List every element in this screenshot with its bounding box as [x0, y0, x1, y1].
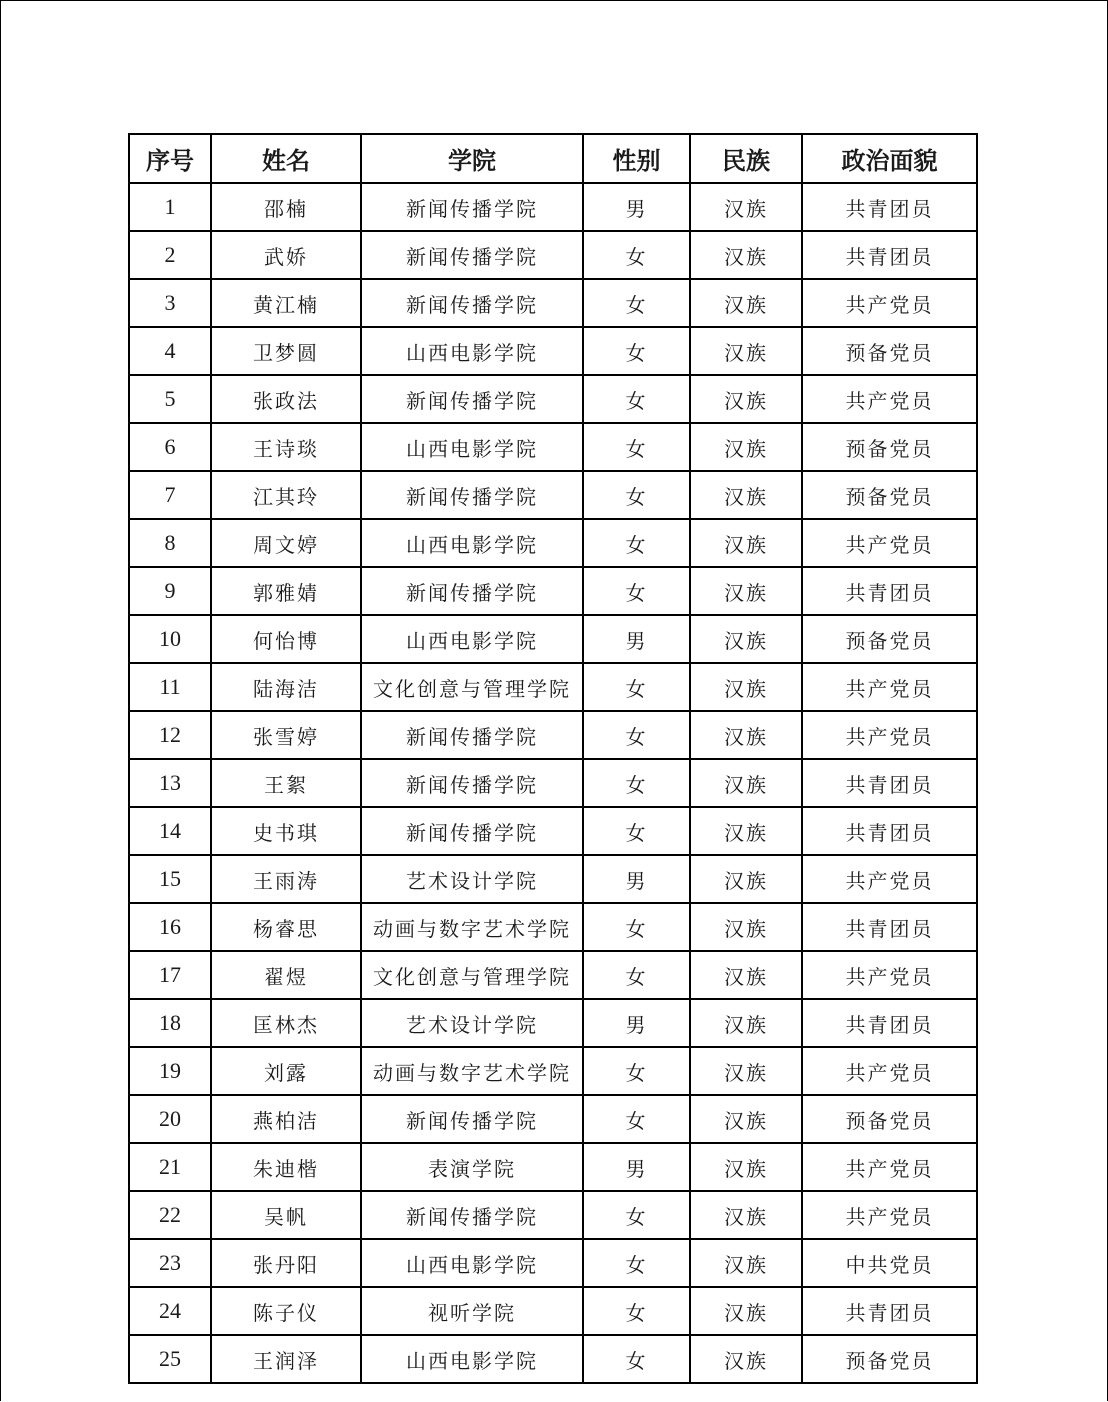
cell-gender: 女: [583, 1095, 690, 1143]
cell-college: 山西电影学院: [361, 1239, 583, 1287]
table-row: [129, 615, 977, 663]
cell-college: 新闻传播学院: [361, 807, 583, 855]
table-row: [129, 1239, 977, 1287]
cell-ethnicity: 汉族: [690, 951, 802, 999]
cell-college: 新闻传播学院: [361, 183, 583, 231]
cell-index: 11: [129, 663, 211, 711]
cell-ethnicity: 汉族: [690, 519, 802, 567]
table-row: [129, 807, 977, 855]
cell-index: 22: [129, 1191, 211, 1239]
cell-gender: 男: [583, 615, 690, 663]
cell-name: 邵楠: [211, 183, 361, 231]
cell-gender: 女: [583, 279, 690, 327]
table-row: [129, 519, 977, 567]
header-index: 序号: [129, 134, 211, 183]
cell-name: 王诗琰: [211, 423, 361, 471]
table-row: [129, 423, 977, 471]
cell-gender: 女: [583, 471, 690, 519]
table-row: [129, 903, 977, 951]
cell-ethnicity: 汉族: [690, 1335, 802, 1383]
cell-index: 4: [129, 327, 211, 375]
cell-name: 史书琪: [211, 807, 361, 855]
cell-name: 王润泽: [211, 1335, 361, 1383]
cell-gender: 女: [583, 951, 690, 999]
cell-ethnicity: 汉族: [690, 279, 802, 327]
cell-name: 刘露: [211, 1047, 361, 1095]
cell-index: 1: [129, 183, 211, 231]
cell-college: 新闻传播学院: [361, 471, 583, 519]
cell-gender: 女: [583, 231, 690, 279]
cell-ethnicity: 汉族: [690, 855, 802, 903]
cell-political-status: 共产党员: [802, 519, 977, 567]
cell-name: 王雨涛: [211, 855, 361, 903]
cell-gender: 女: [583, 903, 690, 951]
table-row: [129, 183, 977, 231]
table-row: [129, 327, 977, 375]
table-row: [129, 1143, 977, 1191]
cell-index: 8: [129, 519, 211, 567]
cell-index: 2: [129, 231, 211, 279]
cell-political-status: 预备党员: [802, 1335, 977, 1383]
cell-index: 17: [129, 951, 211, 999]
cell-name: 翟煜: [211, 951, 361, 999]
cell-index: 12: [129, 711, 211, 759]
cell-ethnicity: 汉族: [690, 327, 802, 375]
cell-political-status: 共产党员: [802, 279, 977, 327]
cell-college: 新闻传播学院: [361, 1191, 583, 1239]
cell-political-status: 共产党员: [802, 1143, 977, 1191]
cell-ethnicity: 汉族: [690, 1287, 802, 1335]
cell-college: 动画与数字艺术学院: [361, 903, 583, 951]
cell-gender: 女: [583, 423, 690, 471]
cell-index: 18: [129, 999, 211, 1047]
cell-political-status: 预备党员: [802, 1095, 977, 1143]
cell-name: 张雪婷: [211, 711, 361, 759]
cell-college: 新闻传播学院: [361, 375, 583, 423]
cell-gender: 女: [583, 663, 690, 711]
cell-name: 王絮: [211, 759, 361, 807]
cell-index: 3: [129, 279, 211, 327]
table-row: [129, 951, 977, 999]
cell-political-status: 共产党员: [802, 1191, 977, 1239]
table-row: [129, 1191, 977, 1239]
table-row: [129, 711, 977, 759]
cell-college: 山西电影学院: [361, 327, 583, 375]
cell-gender: 女: [583, 327, 690, 375]
table-row: [129, 1047, 977, 1095]
table-row: [129, 471, 977, 519]
cell-ethnicity: 汉族: [690, 231, 802, 279]
header-gender: 性别: [583, 134, 690, 183]
header-political-status: 政治面貌: [802, 134, 977, 183]
table-row: [129, 1287, 977, 1335]
cell-ethnicity: 汉族: [690, 183, 802, 231]
cell-college: 山西电影学院: [361, 615, 583, 663]
table-row: [129, 1095, 977, 1143]
cell-gender: 女: [583, 711, 690, 759]
cell-college: 新闻传播学院: [361, 759, 583, 807]
cell-gender: 女: [583, 1047, 690, 1095]
header-ethnicity: 民族: [690, 134, 802, 183]
cell-name: 周文婷: [211, 519, 361, 567]
cell-political-status: 共青团员: [802, 903, 977, 951]
cell-index: 9: [129, 567, 211, 615]
cell-gender: 女: [583, 1335, 690, 1383]
cell-gender: 女: [583, 1191, 690, 1239]
cell-gender: 男: [583, 1143, 690, 1191]
cell-political-status: 共产党员: [802, 1047, 977, 1095]
cell-ethnicity: 汉族: [690, 807, 802, 855]
cell-name: 吴帆: [211, 1191, 361, 1239]
cell-ethnicity: 汉族: [690, 1143, 802, 1191]
cell-college: 艺术设计学院: [361, 999, 583, 1047]
cell-political-status: 共青团员: [802, 183, 977, 231]
table-row: [129, 279, 977, 327]
table-header-row: [129, 134, 977, 183]
cell-political-status: 共青团员: [802, 759, 977, 807]
cell-name: 匡林杰: [211, 999, 361, 1047]
cell-name: 郭雅婧: [211, 567, 361, 615]
cell-ethnicity: 汉族: [690, 615, 802, 663]
cell-college: 新闻传播学院: [361, 567, 583, 615]
cell-ethnicity: 汉族: [690, 1047, 802, 1095]
cell-college: 艺术设计学院: [361, 855, 583, 903]
cell-political-status: 预备党员: [802, 423, 977, 471]
cell-college: 动画与数字艺术学院: [361, 1047, 583, 1095]
cell-political-status: 共青团员: [802, 231, 977, 279]
cell-political-status: 共青团员: [802, 807, 977, 855]
cell-political-status: 预备党员: [802, 471, 977, 519]
cell-name: 张政法: [211, 375, 361, 423]
cell-gender: 男: [583, 855, 690, 903]
cell-college: 山西电影学院: [361, 1335, 583, 1383]
cell-name: 杨睿思: [211, 903, 361, 951]
cell-index: 16: [129, 903, 211, 951]
cell-index: 15: [129, 855, 211, 903]
header-college: 学院: [361, 134, 583, 183]
cell-name: 陈子仪: [211, 1287, 361, 1335]
table-row: [129, 231, 977, 279]
cell-college: 新闻传播学院: [361, 279, 583, 327]
cell-gender: 男: [583, 183, 690, 231]
cell-name: 江其玲: [211, 471, 361, 519]
cell-name: 武娇: [211, 231, 361, 279]
table-row: [129, 1335, 977, 1383]
cell-name: 何怡博: [211, 615, 361, 663]
cell-index: 13: [129, 759, 211, 807]
cell-name: 卫梦圆: [211, 327, 361, 375]
cell-ethnicity: 汉族: [690, 903, 802, 951]
cell-ethnicity: 汉族: [690, 471, 802, 519]
cell-gender: 女: [583, 759, 690, 807]
cell-gender: 女: [583, 375, 690, 423]
cell-college: 新闻传播学院: [361, 1095, 583, 1143]
cell-political-status: 中共党员: [802, 1239, 977, 1287]
cell-gender: 男: [583, 999, 690, 1047]
cell-political-status: 共产党员: [802, 375, 977, 423]
cell-ethnicity: 汉族: [690, 1095, 802, 1143]
cell-index: 20: [129, 1095, 211, 1143]
cell-name: 朱迪楷: [211, 1143, 361, 1191]
cell-ethnicity: 汉族: [690, 375, 802, 423]
cell-political-status: 共青团员: [802, 1287, 977, 1335]
cell-index: 25: [129, 1335, 211, 1383]
cell-ethnicity: 汉族: [690, 999, 802, 1047]
cell-ethnicity: 汉族: [690, 663, 802, 711]
cell-index: 21: [129, 1143, 211, 1191]
table-row: [129, 855, 977, 903]
cell-college: 新闻传播学院: [361, 231, 583, 279]
cell-college: 山西电影学院: [361, 423, 583, 471]
cell-gender: 女: [583, 807, 690, 855]
cell-political-status: 预备党员: [802, 327, 977, 375]
cell-name: 张丹阳: [211, 1239, 361, 1287]
cell-name: 黄江楠: [211, 279, 361, 327]
cell-college: 视听学院: [361, 1287, 583, 1335]
cell-college: 表演学院: [361, 1143, 583, 1191]
table-row: [129, 375, 977, 423]
cell-index: 14: [129, 807, 211, 855]
cell-college: 山西电影学院: [361, 519, 583, 567]
cell-index: 5: [129, 375, 211, 423]
cell-ethnicity: 汉族: [690, 567, 802, 615]
table-row: [129, 759, 977, 807]
cell-college: 文化创意与管理学院: [361, 663, 583, 711]
cell-index: 6: [129, 423, 211, 471]
cell-ethnicity: 汉族: [690, 711, 802, 759]
table-row: [129, 999, 977, 1047]
cell-political-status: 共产党员: [802, 951, 977, 999]
cell-political-status: 共青团员: [802, 999, 977, 1047]
cell-index: 7: [129, 471, 211, 519]
cell-index: 19: [129, 1047, 211, 1095]
table-row: [129, 567, 977, 615]
cell-index: 10: [129, 615, 211, 663]
cell-political-status: 共青团员: [802, 567, 977, 615]
cell-college: 新闻传播学院: [361, 711, 583, 759]
cell-ethnicity: 汉族: [690, 423, 802, 471]
cell-political-status: 共产党员: [802, 663, 977, 711]
cell-index: 24: [129, 1287, 211, 1335]
table-row: [129, 663, 977, 711]
cell-gender: 女: [583, 1239, 690, 1287]
cell-college: 文化创意与管理学院: [361, 951, 583, 999]
cell-gender: 女: [583, 519, 690, 567]
cell-political-status: 共产党员: [802, 711, 977, 759]
cell-political-status: 预备党员: [802, 615, 977, 663]
table-body: [129, 183, 977, 1383]
cell-ethnicity: 汉族: [690, 1239, 802, 1287]
cell-gender: 女: [583, 567, 690, 615]
cell-ethnicity: 汉族: [690, 759, 802, 807]
cell-name: 燕柏洁: [211, 1095, 361, 1143]
header-name: 姓名: [211, 134, 361, 183]
cell-political-status: 共产党员: [802, 855, 977, 903]
cell-ethnicity: 汉族: [690, 1191, 802, 1239]
cell-name: 陆海洁: [211, 663, 361, 711]
student-roster-table: [128, 133, 978, 1384]
cell-gender: 女: [583, 1287, 690, 1335]
cell-index: 23: [129, 1239, 211, 1287]
